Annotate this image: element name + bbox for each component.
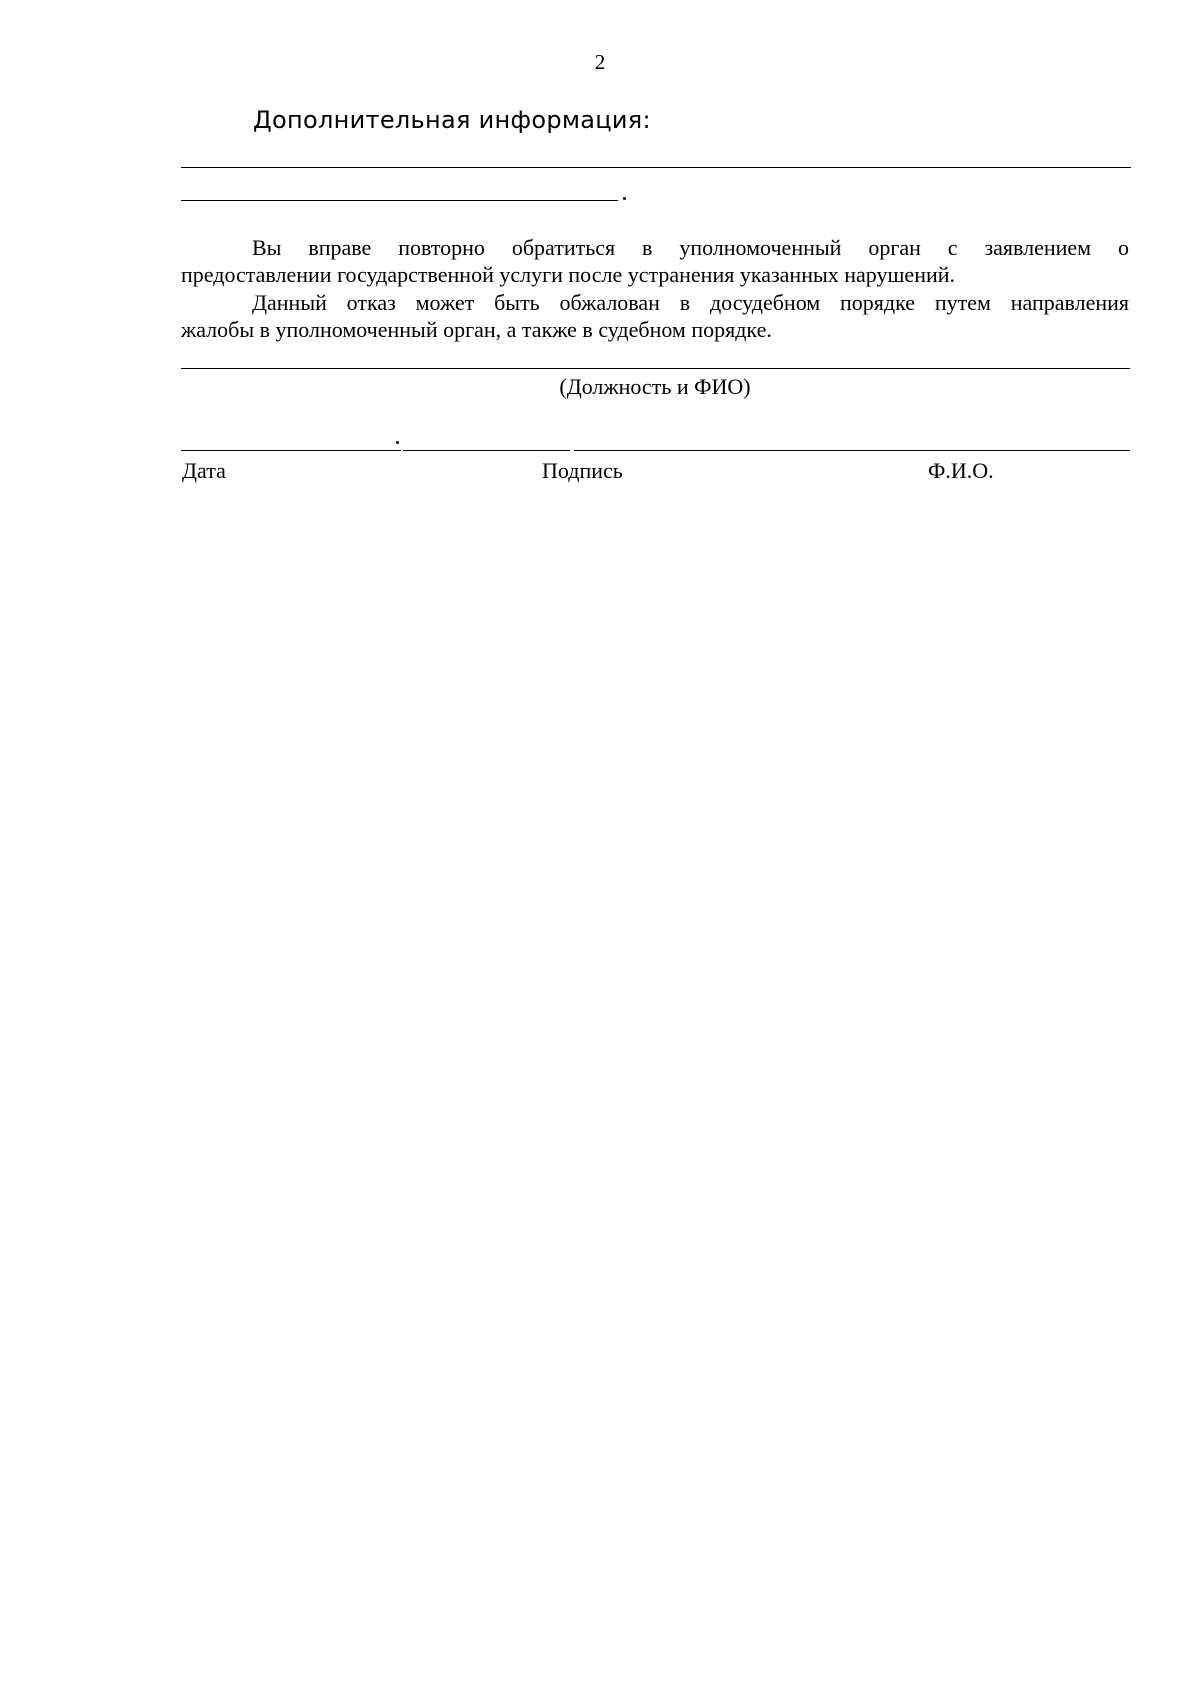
additional-info-heading: Дополнительная информация:: [253, 106, 651, 134]
position-caption: (Должность и ФИО): [559, 374, 751, 399]
page-number: 2: [594, 50, 606, 74]
paragraph-appeal-line-2: жалобы в уполномоченный орган, а также в судебном порядке.: [181, 317, 772, 342]
paragraph-appeal-line-1: Данный отказ может быть обжалован в досудебном порядке путем направления: [252, 290, 1129, 315]
name-label: Ф.И.О.: [928, 458, 994, 483]
name-line: [574, 450, 1130, 451]
paragraph-reapply: [181, 234, 1129, 288]
paragraph-reapply-line-1: Вы вправе повторно обратиться в уполномоченный орган с заявлением о: [252, 235, 1129, 260]
position-line: [181, 368, 1130, 369]
signature-line: [403, 450, 570, 451]
date-line-tick: [396, 441, 399, 444]
signature-label: Подпись: [542, 458, 623, 483]
date-line: [181, 450, 401, 451]
line-end-dot: [623, 197, 626, 200]
paragraph-reapply-line-2: предоставлении государственной услуги после устранения указанных нарушений.: [181, 262, 956, 287]
additional-info-line-1: [181, 167, 1131, 168]
paragraph-appeal: [181, 289, 1129, 343]
additional-info-line-2: [181, 200, 618, 201]
date-label: Дата: [182, 458, 226, 483]
